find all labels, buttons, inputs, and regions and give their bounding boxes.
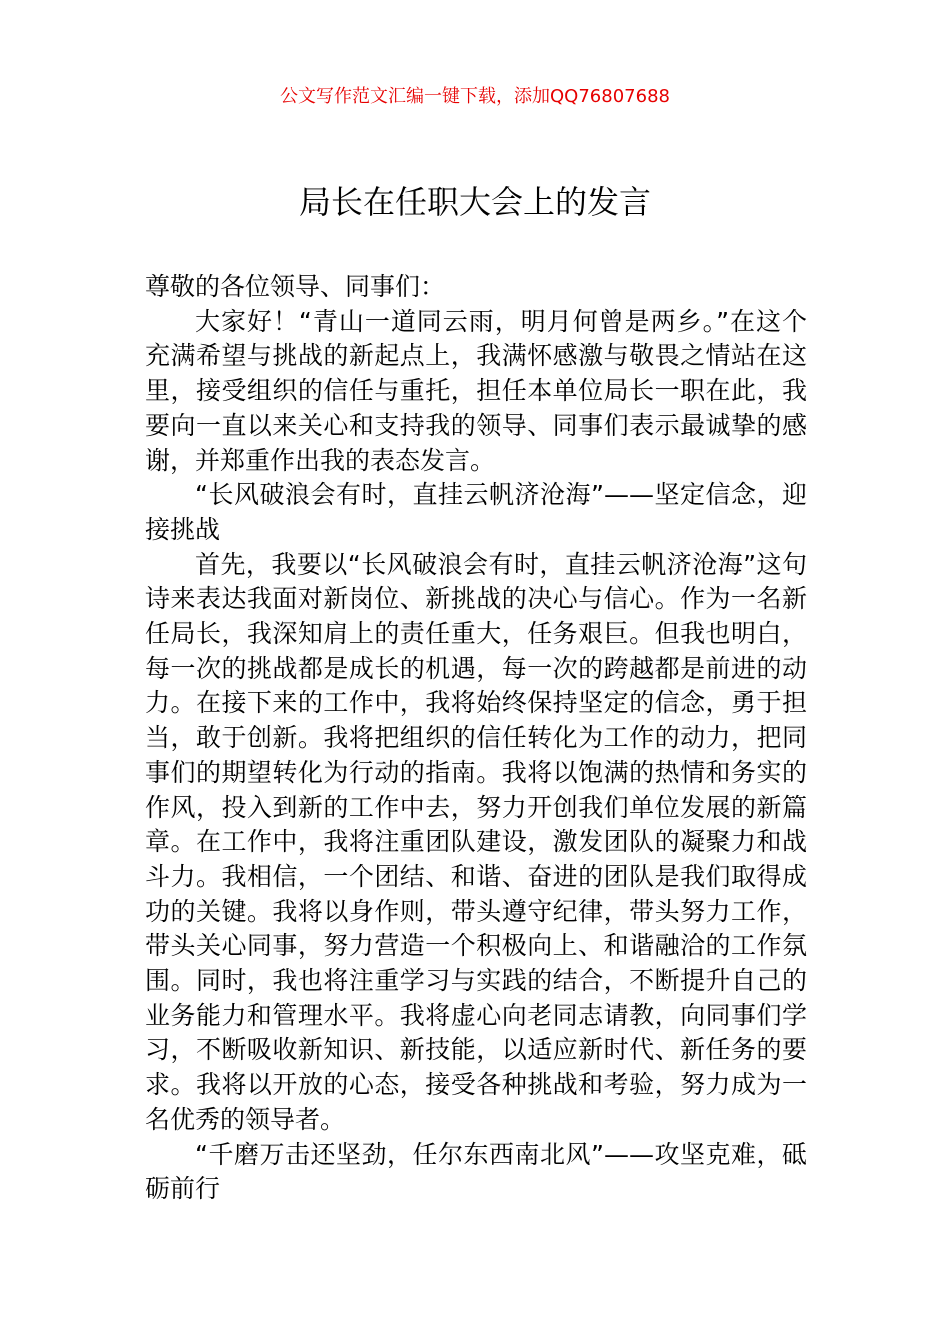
paragraph-greeting: 大家好！“青山一道同云雨，明月何曾是两乡。”在这个充满希望与挑战的新起点上，我满怀感激与敬畏之情站在这里，接受组织的信任与重托，担任本单位局长一职在此，我要向一直以来关心和支持我的领导、同事们表示最诚挚的感谢，并郑重作出我的表态发言。	[145, 306, 807, 475]
paragraph-body: 首先，我要以“长风破浪会有时，直挂云帆济沧海”这句诗来表达我面对新岗位、新挑战的决心与信心。作为一名新任局长，我深知肩上的责任重大，任务艰巨。但我也明白，每一次的挑战都是成长的机遇，每一次的跨越都是前进的动力。在接下来的工作中，我将始终保持坚定的信念，勇于担当，敢于创新。我将把组织的信任转化为工作的动力，把同事们的期望转化为行动的指南。我将以饱满的热情和务实的作风，投入到新的工作中去，努力开创我们单位发展的新篇章。在工作中，我将注重团队建设，激发团队的凝聚力和战斗力。我相信，一个团结、和谐、奋进的团队是我们取得成功的关键。我将以身作则，带头遵守纪律，带头努力工作，带头关心同事，努力营造一个积极向上、和谐融洽的工作氛围。同时，我也将注重学习与实践的结合，不断提升自己的业务能力和管理水平。我将虚心向老同志请教，向同事们学习，不断吸收新知识、新技能，以适应新时代、新任务的要求。我将以开放的心态，接受各种挑战和考验，努力成为一名优秀的领导者。	[145, 549, 807, 1134]
section-heading-2: “千磨万击还坚劲，任尔东西南北风”——攻坚克难，砥砺前行	[145, 1139, 807, 1204]
salutation: 尊敬的各位领导、同事们：	[145, 272, 446, 301]
page-title: 局长在任职大会上的发言	[298, 183, 651, 221]
section-heading-1: “长风破浪会有时，直挂云帆济沧海”——坚定信念，迎接挑战	[145, 480, 807, 544]
download-notice: 公文写作范文汇编一键下载，添加QQ76807688	[280, 86, 670, 107]
document-body	[145, 270, 807, 1207]
